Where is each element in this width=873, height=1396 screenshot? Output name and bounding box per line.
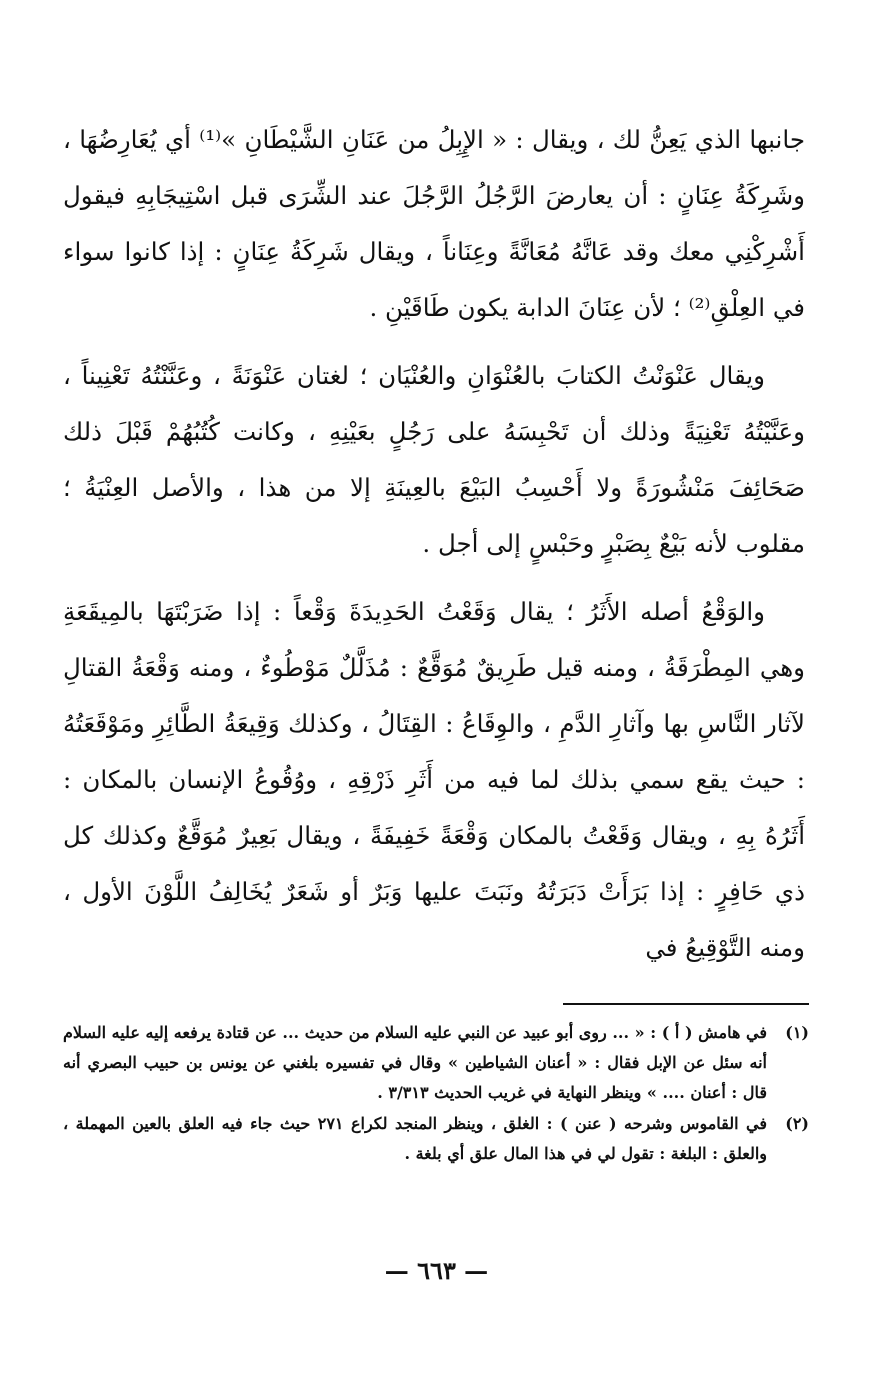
page-number: — ٦٦٣ — (384, 1256, 489, 1285)
footnote-2 (63, 1109, 809, 1169)
main-text (63, 112, 805, 976)
footnote-text: في القاموس وشرحه ( عنن ) : الغلق ، وينظر المنجد لكراع ٢٧١ حيث جاء فيه العلق بالعين المهملة ، والعلق : البلغة : تقول لي في هذا المال علق أي بلغة . (63, 1114, 767, 1163)
paragraph-3: والوَقْعُ أصله الأَثَرُ ؛ يقال وَقَعْتُ الحَدِيدَةَ وَقْعاً : إذا ضَرَبْتَهَا بالمِيقَعَةِ وهي المِطْرَقَةُ ، ومنه قيل طَرِيقٌ مُوَقَّعٌ : مُذَلَّلٌ مَوْطُوءٌ ، ومنه وَقْعَةُ القتالِ لآثار النَّاسِ بها وآثارِ الدَّمِ ، والوِقَاعُ : القِتَالُ ، وكذلك وَقِيعَةُ الطَّائِرِ ومَوْقَعَتُهُ : حيث يقع سمي بذلك لما فيه من أَثَرِ ذَرْقِهِ ، ووُقُوعُ الإنسان بالمكان : أَثَرُهُ بِهِ ، ويقال وَقَعْتُ بالمكان وَقْعَةً خَفِيفَةً ، ويقال بَعِيرٌ مُوَقَّعٌ وكذلك كل ذي حَافِرٍ : إذا بَرَأَتْ دَبَرَتُهُ ونَبَتَ عليها وَبَرٌ أو شَعَرٌ يُخَالِفُ اللَّوْنَ الأول ، ومنه التَّوْقِيعُ في (63, 597, 805, 962)
footnote-text: في هامش ( أ ) : « ... روى أبو عبيد عن النبي عليه السلام من حديث ... عن قتادة يرفعه إليه عليه السلام أنه سئل عن الإبل فقال : « أعنان الشياطين » وقال في تفسيره بلغني عن يونس بن حبيب البصري أنه قال : أعنان .... » وينظر النهاية في غريب الحديث ٣/٣١٣ . (63, 1023, 767, 1102)
footnote-divider (563, 1003, 809, 1005)
footnote-number: (١) (785, 1023, 809, 1042)
footnote-number: (٢) (785, 1114, 809, 1133)
paragraph-1: جانبها الذي يَعِنُّ لك ، ويقال : « الإِبِلُ من عَنَانِ الشَّيْطَانِ »⁽¹⁾ أي يُعَارِضُهَا ، وشَرِكَةُ عِنَانٍ : أن يعارضَ الرَّجُلُ الرَّجُلَ عند الشِّرَى قبل اسْتِيجَابِهِ فيقول أَشْرِكْنِي معك وقد عَانَّهُ مُعَانَّةً وعِنَاناً ، ويقال شَرِكَةُ عِنَانٍ : إذا كانوا سواء في العِلْقِ⁽²⁾ ؛ لأن عِنَانَ الدابة يكون طَاقَيْنِ . (63, 125, 805, 322)
footnotes (63, 1018, 809, 1169)
footnote-1 (63, 1018, 809, 1108)
paragraph-2: ويقال عَنْوَنْتُ الكتابَ بالعُنْوَانِ والعُنْيَان ؛ لغتان عَنْوَنَةً ، وعَنَّنْتُهُ تَعْنِيناً ، وعَنَّيْتُهُ تَعْنِيَةً وذلك أن تَحْبِسَهُ على رَجُلٍ بعَيْنِهِ ، وكانت كُتُبُهُمْ قَبْلَ ذلك صَحَائِفَ مَنْشُورَةً ولا أَحْسِبُ البَيْعَ بالعِينَةِ إلا من هذا ، والأصل العِنْيَةُ ؛ مقلوب لأنه بَيْعٌ بِصَبْرٍ وحَبْسٍ إلى أجل . (63, 361, 805, 558)
